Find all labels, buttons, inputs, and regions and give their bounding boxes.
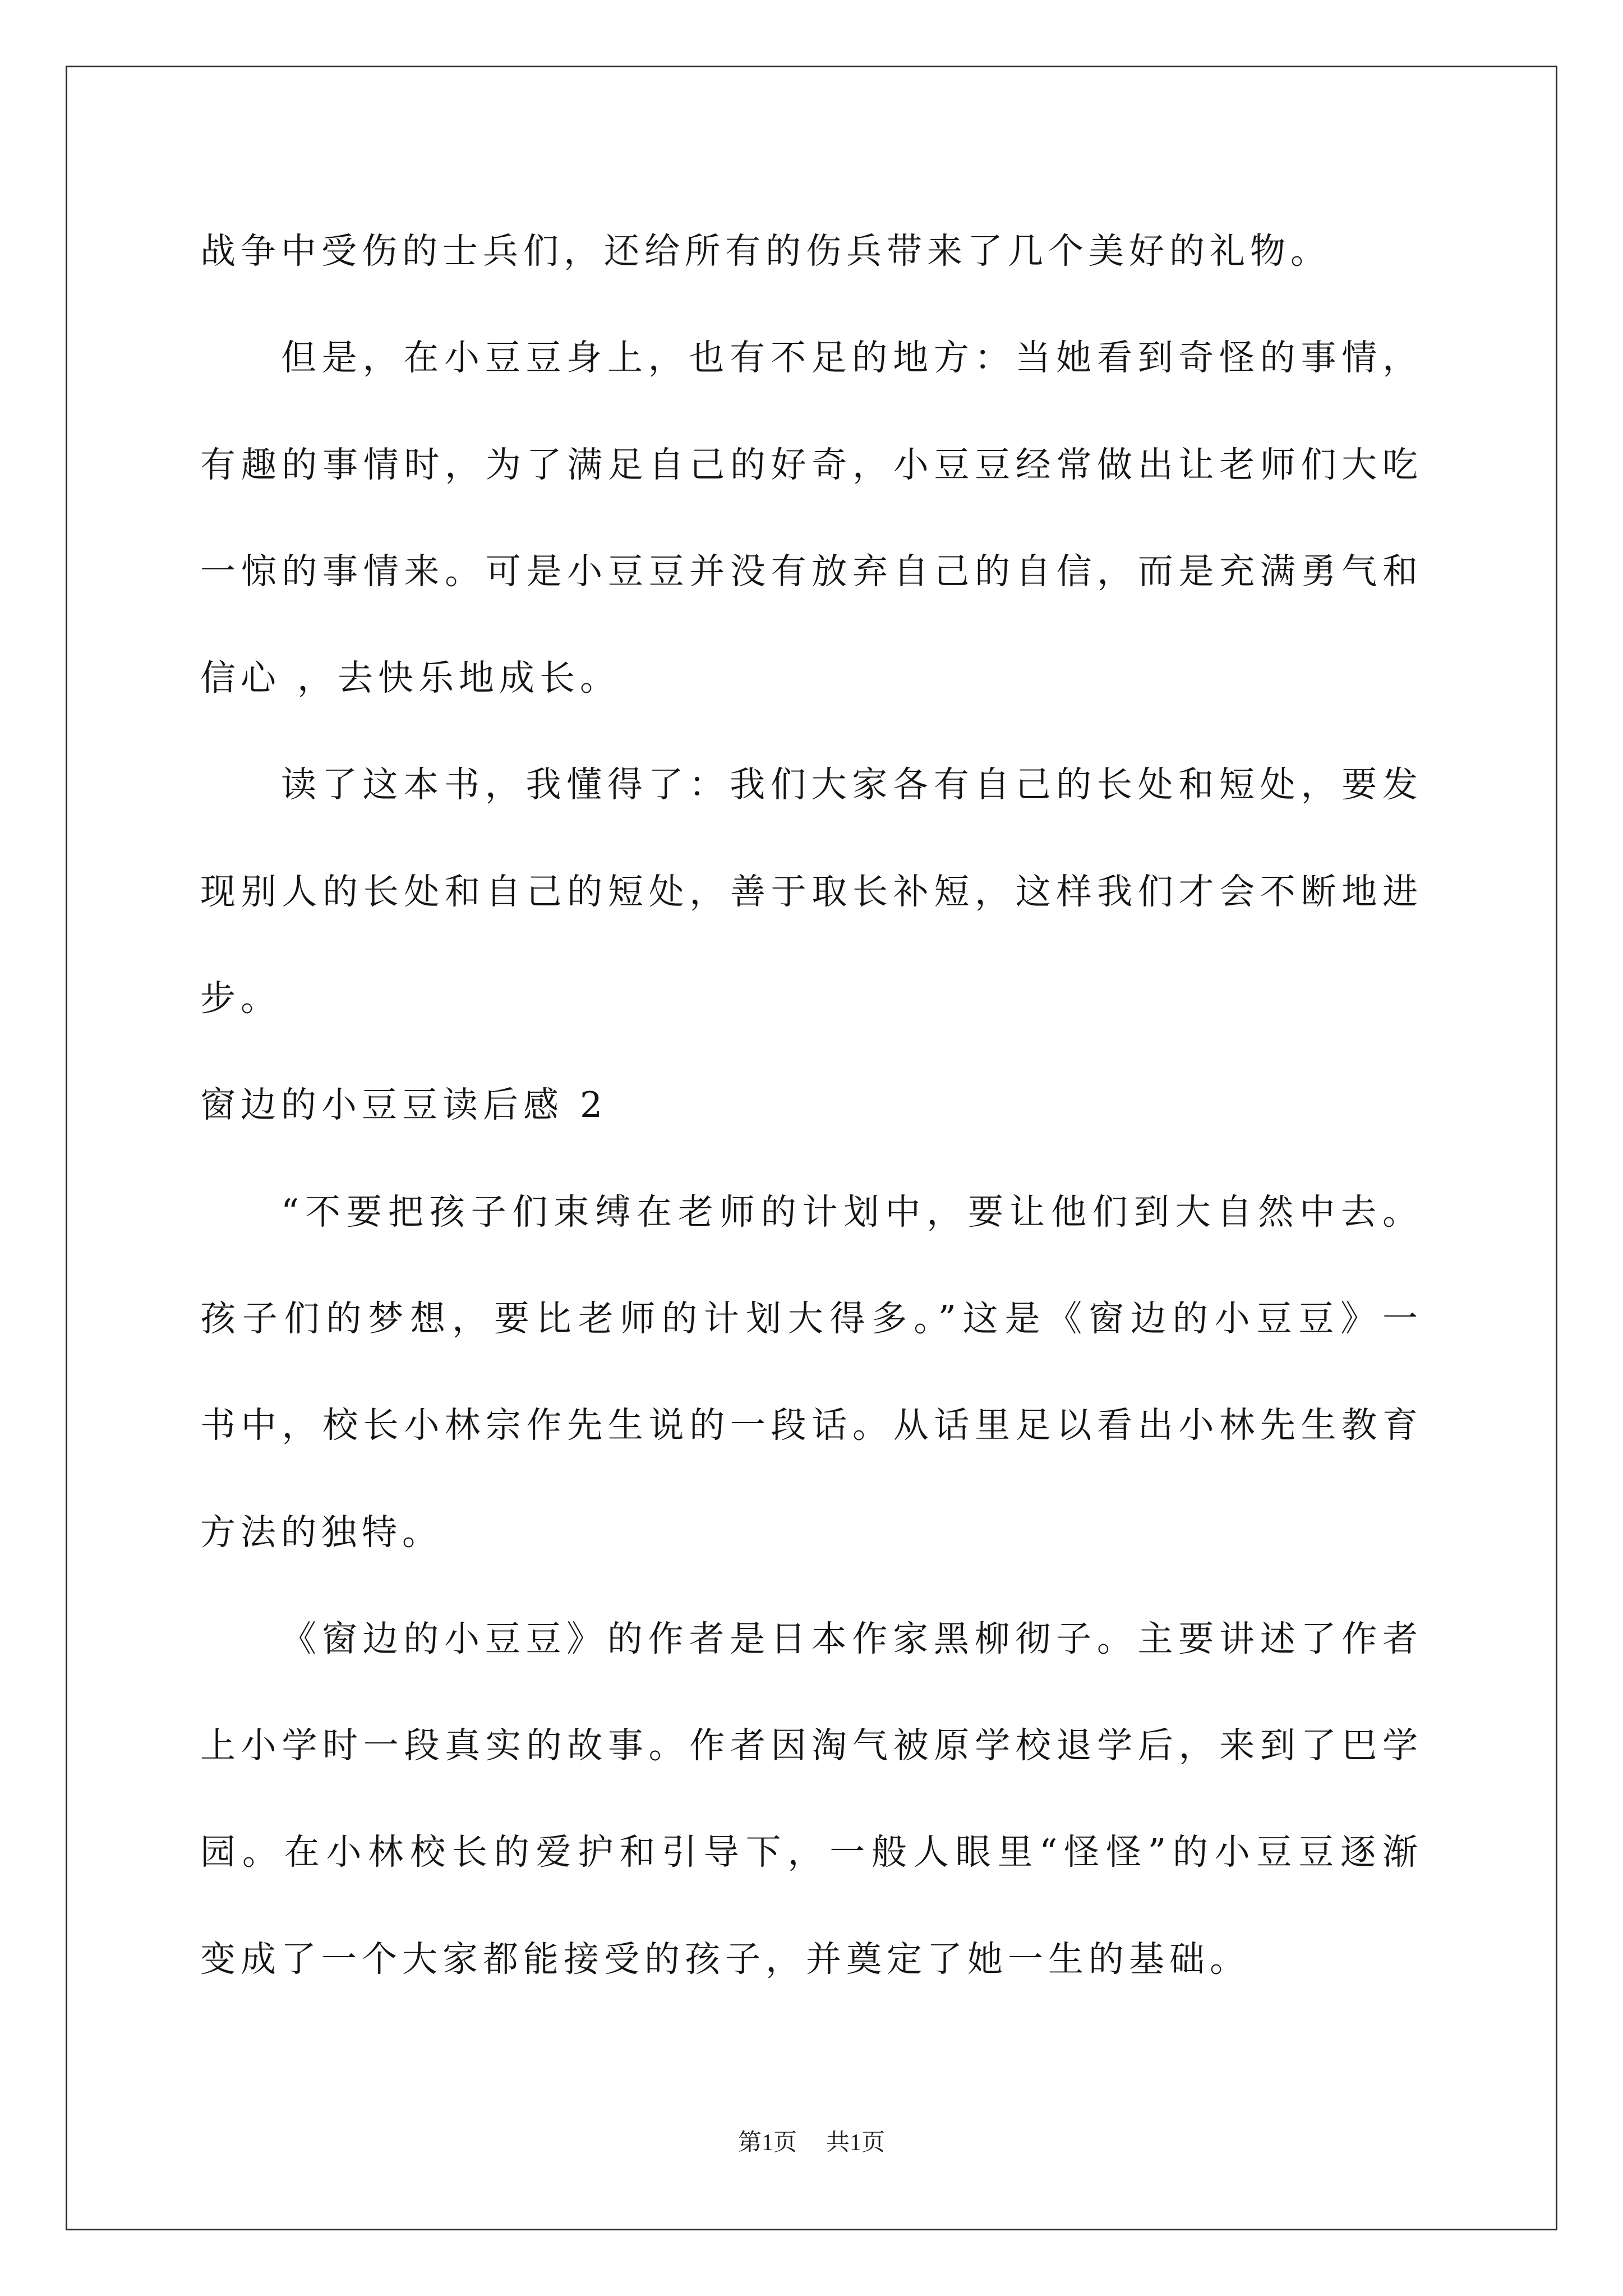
document-body	[200, 198, 1423, 2013]
page-footer	[0, 2129, 1623, 2157]
section-title: 窗边的小豆豆读后感 2	[200, 1084, 608, 1126]
text-line: 步。	[200, 978, 281, 1019]
text-line: 一惊的事情来。可是小豆豆并没有放弃自己的自信，而是充满勇气和	[200, 550, 1423, 592]
text-line: 现别人的长处和自己的短处，善于取长补短，这样我们才会不断地进	[200, 871, 1423, 912]
paragraph	[200, 1586, 1423, 2013]
paragraph	[200, 1159, 1423, 1586]
text-line: 书中，校长小林宗作先生说的一段话。从话里足以看出小林先生教育	[200, 1405, 1423, 1446]
text-line: “不要把孩子们束缚在老师的计划中，要让他们到大自然中去。	[281, 1191, 1423, 1232]
text-line: 《窗边的小豆豆》的作者是日本作家黑柳彻子。主要讲述了作者	[281, 1618, 1423, 1659]
text-line: 上小学时一段真实的故事。作者因淘气被原学校退学后，来到了巴学	[200, 1725, 1423, 1766]
text-line: 但是，在小豆豆身上，也有不足的地方：当她看到奇怪的事情，	[281, 337, 1423, 379]
text-line: 方法的独特。	[200, 1511, 442, 1553]
page-total: 共1页	[826, 2130, 886, 2156]
page-number: 第1页	[737, 2130, 797, 2156]
paragraph	[200, 731, 1423, 1052]
paragraph	[200, 198, 1423, 305]
text-line: 读了这本书，我懂得了：我们大家各有自己的长处和短处，要发	[281, 764, 1423, 806]
text-line: 变成了一个大家都能接受的孩子，并奠定了她一生的基础。	[200, 1938, 1250, 1980]
text-line: 战争中受伤的士兵们，还给所有的伤兵带来了几个美好的礼物。	[200, 231, 1331, 272]
text-line: 园。在小林校长的爱护和引导下，一般人眼里“怪怪”的小豆豆逐渐	[200, 1832, 1423, 1873]
paragraph	[200, 305, 1423, 731]
text-line: 孩子们的梦想，要比老师的计划大得多。”这是《窗边的小豆豆》一	[200, 1297, 1423, 1339]
text-line: 有趣的事情时，为了满足自己的好奇，小豆豆经常做出让老师们大吃	[200, 444, 1423, 485]
text-line: 信心 ，去快乐地成长。	[200, 657, 621, 699]
